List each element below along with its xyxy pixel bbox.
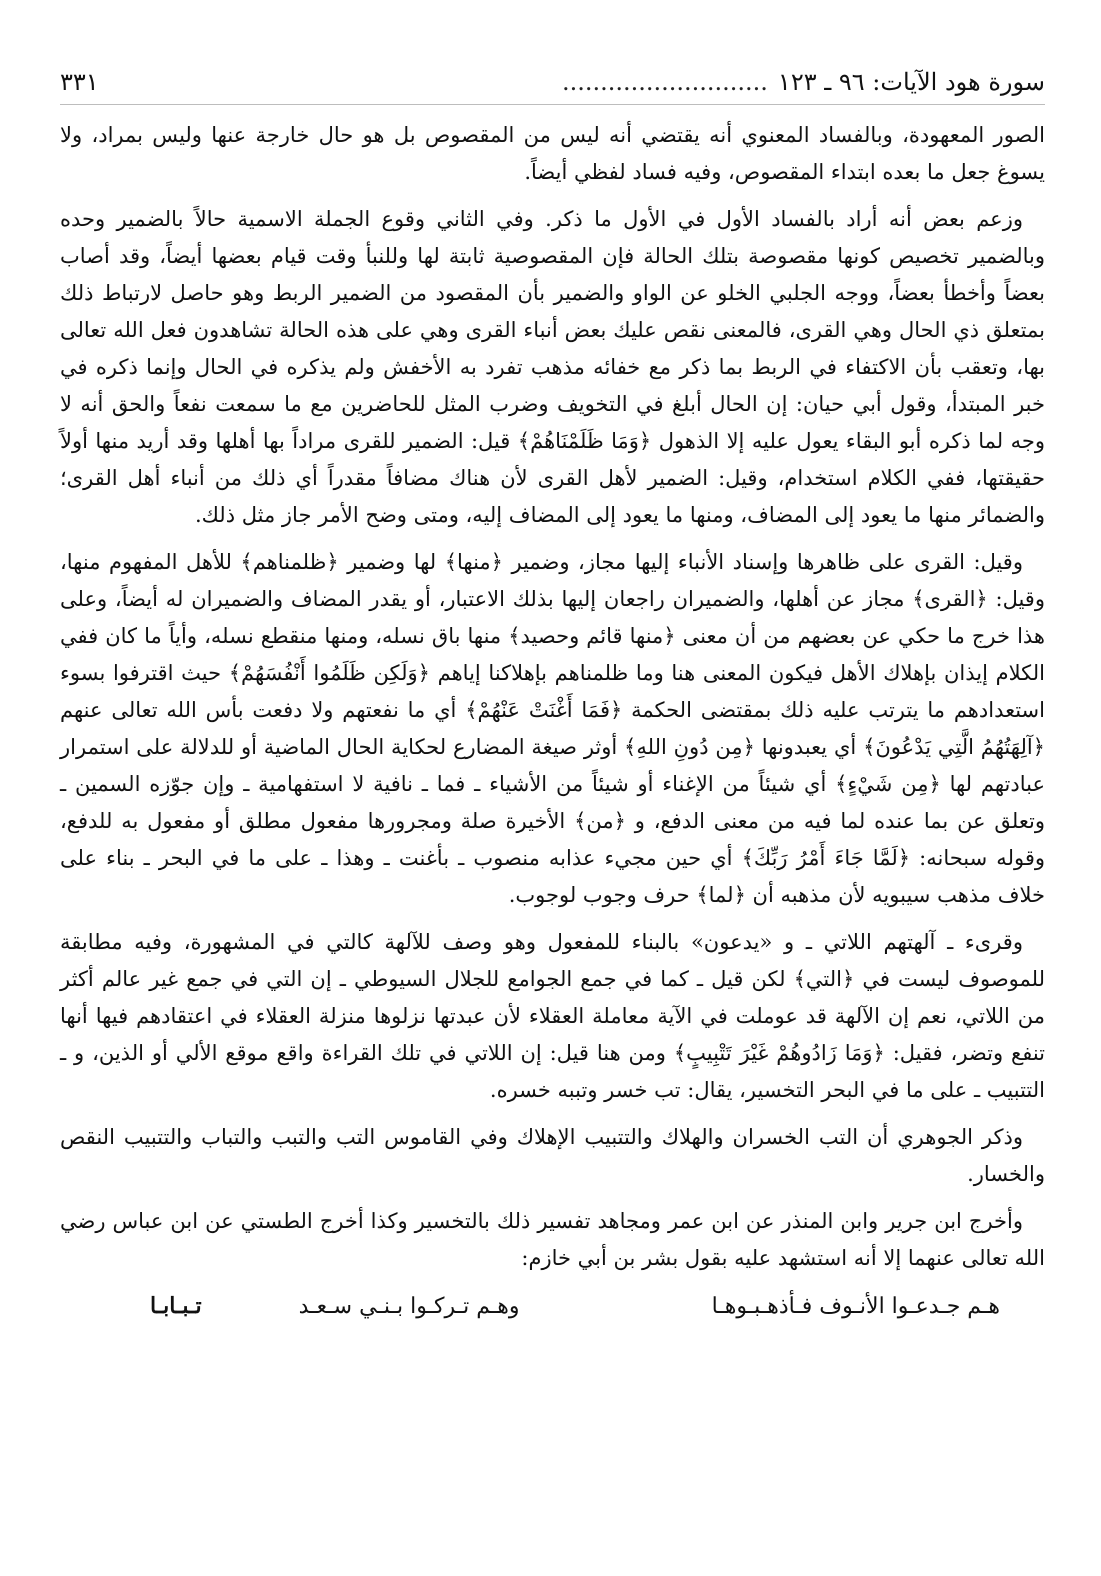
verse-second-hemistich [60, 1287, 610, 1326]
paragraph-1: الصور المعهودة، وبالفساد المعنوي أنه يقتضي أنه ليس من المقصوص بل هو حال خارجة عنها وليس بمراد، ولا يسوغ جعل ما بعده ابتداء المقصوص، وفيه فساد لفظي أيضاً. [60, 123, 1045, 184]
document-page [60, 60, 1045, 1540]
paragraph-3: وقيل: القرى على ظاهرها وإسناد الأنباء إليها مجاز، وضمير ﴿منها﴾ لها وضمير ﴿ظلمناهم﴾ للأهل المفهوم منها، وقيل: ﴿القرى﴾ مجاز عن أهلها، والضميران راجعان إليها بذلك الاعتبار، أو يقدر المضاف والضميران له أيضاً، وعلى هذا خرج ما حكي عن بعضهم من أن معنى ﴿منها قائم وحصيد﴾ منها باق نسله، ومنها منقطع نسله، وأياً ما كان ففي الكلام إيذان بإهلاك الأهل فيكون المعنى هنا وما ظلمناهم بإهلاكنا إياهم ﴿وَلَكِن ظَلَمُوا أَنْفُسَهُمْ﴾ حيث اقترفوا بسوء استعدادهم ما يترتب عليه ذلك بمقتضى الحكمة ﴿فَمَا أَغْنَتْ عَنْهُمْ﴾ أي ما نفعتهم ولا دفعت بأس الله تعالى عنهم ﴿آلِهَتُهُمُ الَّتِي يَدْعُونَ﴾ أي يعبدونها ﴿مِن دُونِ اللهِ﴾ أوثر صيغة المضارع لحكاية الحال الماضية أو للدلالة على استمرار عبادتهم لها ﴿مِن شَيْءٍ﴾ أي شيئاً من الإغناء أو شيئاً من الأشياء ـ فما ـ نافية لا استفهامية ـ وإن جوّزه السمين ـ وتعلق عن بما عنده لما فيه من معنى الدفع، و ﴿من﴾ الأخيرة صلة ومجرورها مفعول مطلق أو مفعول به للدفع، وقوله سبحانه: ﴿لَمَّا جَاءَ أَمْرُ رَبِّكَ﴾ أي حين مجيء عذابه منصوب ـ بأغنت ـ وهذا ـ على ما في البحر ـ بناء على خلاف مذهب سيبويه لأن مذهبه أن ﴿لما﴾ حرف وجوب لوجوب. [60, 550, 1045, 907]
paragraph-6: وأخرج ابن جرير وابن المنذر عن ابن عمر ومجاهد تفسير ذلك بالتخسير وكذا أخرج الطستي عن ابن عباس رضي الله تعالى عنهما إلا أنه استشهد عليه بقول بشر بن أبي خازم: [60, 1209, 1045, 1270]
leader-dots: ........................... [561, 68, 768, 96]
poetry-verse [60, 1287, 1045, 1326]
page-body [60, 117, 1045, 1326]
verse-second-hemistich-text: وهـم تـركـوا بـنـي سـعـد [291, 1294, 520, 1319]
page-number: ٣٣١ [60, 68, 99, 96]
page-header [60, 60, 1045, 105]
paragraph-2: وزعم بعض أنه أراد بالفساد الأول في الأول ما ذكر. وفي الثاني وقوع الجملة الاسمية حالاً بالضمير وحده وبالضمير تخصيص كونها مقصوصة بتلك الحالة فإن المقصوصية ثابتة لها وللنبأ وقت قيام بعضها أيضاً، وقد أصاب بعضاً وأخطأ بعضاً، ووجه الجلبي الخلو عن الواو والضمير بأن المقصود من الضمير الربط وهو حاصل لارتباط ذلك بمتعلق ذي الحال وهي القرى، فالمعنى نقص عليك بعض أنباء القرى وهي على هذه الحالة تشاهدون فعل الله تعالى بها، وتعقب بأن الاكتفاء في الربط بما ذكر مع خفائه مذهب تفرد به الأخفش ولم يذكره في الحال وإنما ذكره في خبر المبتدأ، وقول أبي حيان: إن الحال أبلغ في التخويف وضرب المثل للحاضرين مع ما سمعت نفعاً والحق أنه لا وجه لما ذكره أبو البقاء يعول عليه إلا الذهول ﴿وَمَا ظَلَمْنَاهُمْ﴾ قيل: الضمير للقرى مراداً بها أهلها وقد أريد منها أولاً حقيقتها، ففي الكلام استخدام، وقيل: الضمير لأهل القرى لأن هناك مضافاً مقدراً أي ذلك من أنباء أهل القرى؛ والضمائر منها ما يعود إلى المضاف، ومنها ما يعود إلى المضاف إليه، ومتى وضح الأمر جاز مثل ذلك. [60, 207, 1045, 527]
verse-keyword: تـبـابـا [150, 1293, 202, 1319]
running-title [562, 60, 1045, 104]
paragraph-4: وقرىء ـ آلهتهم اللاتي ـ و «يدعون» بالبناء للمفعول وهو وصف للآلهة كالتي في المشهورة، وفيه مطابقة للموصوف ليست في ﴿التي﴾ لكن قيل ـ كما في جمع الجوامع للجلال السيوطي ـ إن التي في جمع غير عالم أكثر من اللاتي، نعم إن الآلهة قد عوملت في الآية معاملة العقلاء لأن عبدتها نزلوها منزلة العقلاء في اعتقادهم فيها أنها تنفع وتضر، فقيل: ﴿وَمَا زَادُوهُمْ غَيْرَ تَتْبِيبٍ﴾ ومن هنا قيل: إن اللاتي في تلك القراءة واقع موقع الألي أو الذين، و ـ التتبيب ـ على ما في البحر التخسير، يقال: تب خسر وتببه خسره. [60, 930, 1045, 1102]
verse-first-hemistich: هـم جـدعـوا الأنـوف فـأذهـبـوهـا [711, 1293, 1000, 1319]
surah-title: سورة هود الآيات: ٩٦ ـ ١٢٣ [777, 68, 1045, 96]
paragraph-5: وذكر الجوهري أن التب الخسران والهلاك والتتبيب الإهلاك وفي القاموس التب والتبب والتباب والتتبيب النقص والخسار. [60, 1125, 1045, 1186]
